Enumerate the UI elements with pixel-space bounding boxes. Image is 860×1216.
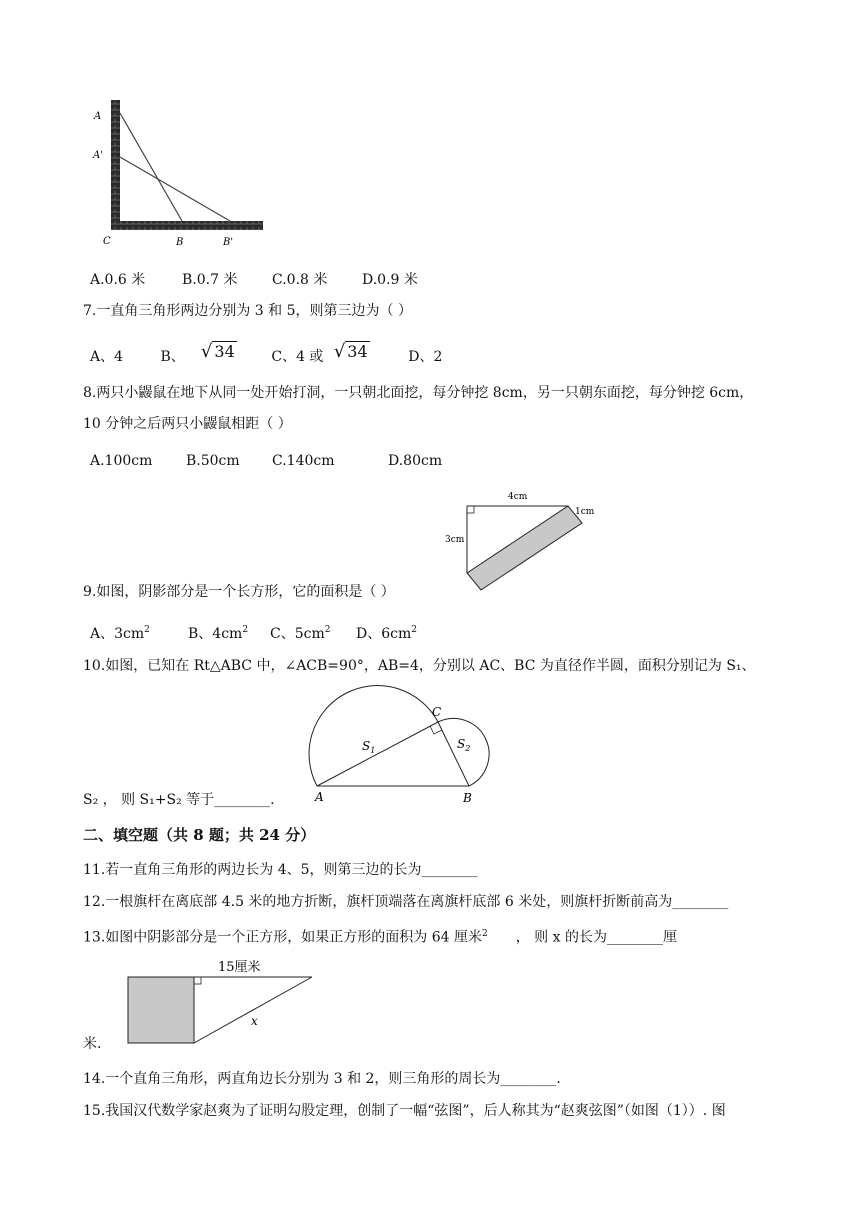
q6-options — [90, 270, 418, 290]
q9-option-d[interactable]: D、6cm2 — [356, 625, 417, 642]
shaded-rectangle — [467, 506, 582, 590]
q9-option-c[interactable]: C、5cm2 — [270, 625, 331, 642]
q8-option-a[interactable]: A.100cm — [90, 453, 153, 469]
fig13-label-top: 15厘米 — [218, 960, 261, 975]
fig10-label-a: A — [315, 790, 324, 804]
fig10-label-s2: $S_2$ — [457, 737, 471, 753]
wall — [111, 100, 120, 230]
ladder-figure — [88, 95, 268, 255]
q7-sqrt-b — [201, 341, 267, 363]
q6-option-a[interactable]: A.0.6 米 — [90, 272, 146, 288]
fig9-label-right: 1cm — [575, 507, 595, 517]
q6-option-b[interactable]: B.0.7 米 — [182, 272, 238, 288]
fig10-label-s1: $S_1$ — [362, 739, 376, 755]
q8-stem-line1: 8.两只小鼹鼠在地下从同一处开始打洞，一只朝北面挖，每分钟挖 8cm，另一只朝东面挖，每分钟挖 6cm， — [83, 385, 754, 401]
right-angle-mark — [194, 977, 201, 984]
right-angle-mark — [467, 506, 474, 513]
label-b-prime: B' — [223, 237, 234, 248]
ground — [111, 221, 263, 230]
q13-tail: 米. — [83, 1036, 102, 1052]
q9-options — [90, 620, 417, 644]
side-bc — [438, 722, 469, 786]
q9-option-b[interactable]: B、4cm2 — [188, 625, 249, 642]
q7-option-b[interactable]: B、 — [160, 349, 185, 365]
sqrt-icon: √ — [200, 341, 213, 362]
q7-option-c[interactable]: C、4 或 — [271, 349, 324, 365]
q15-stem: 15.我国汉代数学家赵爽为了证明勾股定理，创制了一幅“弦图”，后人称其为“赵爽弦图”（如图（1））. 图 — [83, 1103, 726, 1119]
q8-options — [90, 451, 442, 471]
section-heading: 二、填空题（共 8 题；共 24 分） — [83, 826, 316, 844]
q7-radicand-b: 34 — [214, 342, 235, 361]
q7-radicand-c: 34 — [347, 342, 368, 361]
q10-tail: S₂ ， 则 S₁+S₂ 等于________. — [83, 792, 275, 808]
fig10-label-b: B — [463, 791, 472, 805]
q6-option-d[interactable]: D.0.9 米 — [362, 272, 418, 288]
q6-option-c[interactable]: C.0.8 米 — [272, 272, 328, 288]
q7-option-d[interactable]: D、2 — [408, 349, 443, 365]
q8-stem-line2: 10 分钟之后两只小鼹鼠相距（ ） — [83, 416, 292, 432]
sqrt-icon: √ — [333, 341, 346, 362]
q7-stem: 7.一直角三角形两边分别为 3 和 5，则第三边为（ ） — [83, 303, 412, 319]
semicircle-ac — [309, 686, 438, 786]
q8-option-c[interactable]: C.140cm — [272, 453, 335, 469]
fig9-label-top: 4cm — [508, 492, 528, 502]
q10-stem: 10.如图，已知在 Rt△ABC 中，∠ACB=90°，AB=4，分别以 AC、BC 为直径作半圆，面积分别记为 S₁、 — [83, 658, 756, 674]
q8-option-d[interactable]: D.80cm — [388, 453, 443, 469]
label-a: A — [94, 111, 102, 122]
shaded-square — [128, 977, 194, 1043]
label-c: C — [103, 236, 111, 247]
fig10-label-c: C — [432, 705, 442, 719]
q11-stem: 11.若一直角三角形的两边长为 4、5，则第三边的长为________ — [83, 862, 478, 878]
rectangle-figure — [440, 484, 610, 604]
side-ac — [317, 722, 438, 786]
q14-stem: 14.一个直角三角形，两直角边长分别为 3 和 2，则三角形的周长为________. — [83, 1071, 561, 1087]
ladder-slid — [120, 157, 230, 221]
fig13-hypotenuse — [194, 977, 312, 1043]
label-b: B — [176, 237, 184, 248]
q7-option-a[interactable]: A、4 — [90, 349, 124, 365]
q8-option-b[interactable]: B.50cm — [186, 453, 240, 469]
q9-option-a[interactable]: A、3cm2 — [90, 625, 150, 642]
square-figure — [120, 955, 320, 1055]
semicircle-bc — [438, 718, 489, 786]
fig13-label-x: x — [251, 1014, 258, 1028]
q9-stem: 9.如图，阴影部分是一个长方形，它的面积是（ ） — [83, 584, 395, 600]
q13-stem: 13.如图中阴影部分是一个正方形，如果正方形的面积为 64 厘米$^2$ ， 则 x 的长为________厘 — [83, 929, 677, 946]
q12-stem: 12.一根旗杆在离底部 4.5 米的地方折断，旗杆顶端落在离旗杆底部 6 米处，则旗杆折断前高为________ — [83, 894, 729, 910]
ladder-original — [120, 113, 182, 221]
q7-options — [90, 341, 443, 367]
fig9-label-left: 3cm — [445, 535, 465, 545]
label-a-prime: A' — [93, 150, 103, 161]
q7-sqrt-c — [334, 341, 404, 363]
semicircles-figure — [308, 682, 508, 806]
